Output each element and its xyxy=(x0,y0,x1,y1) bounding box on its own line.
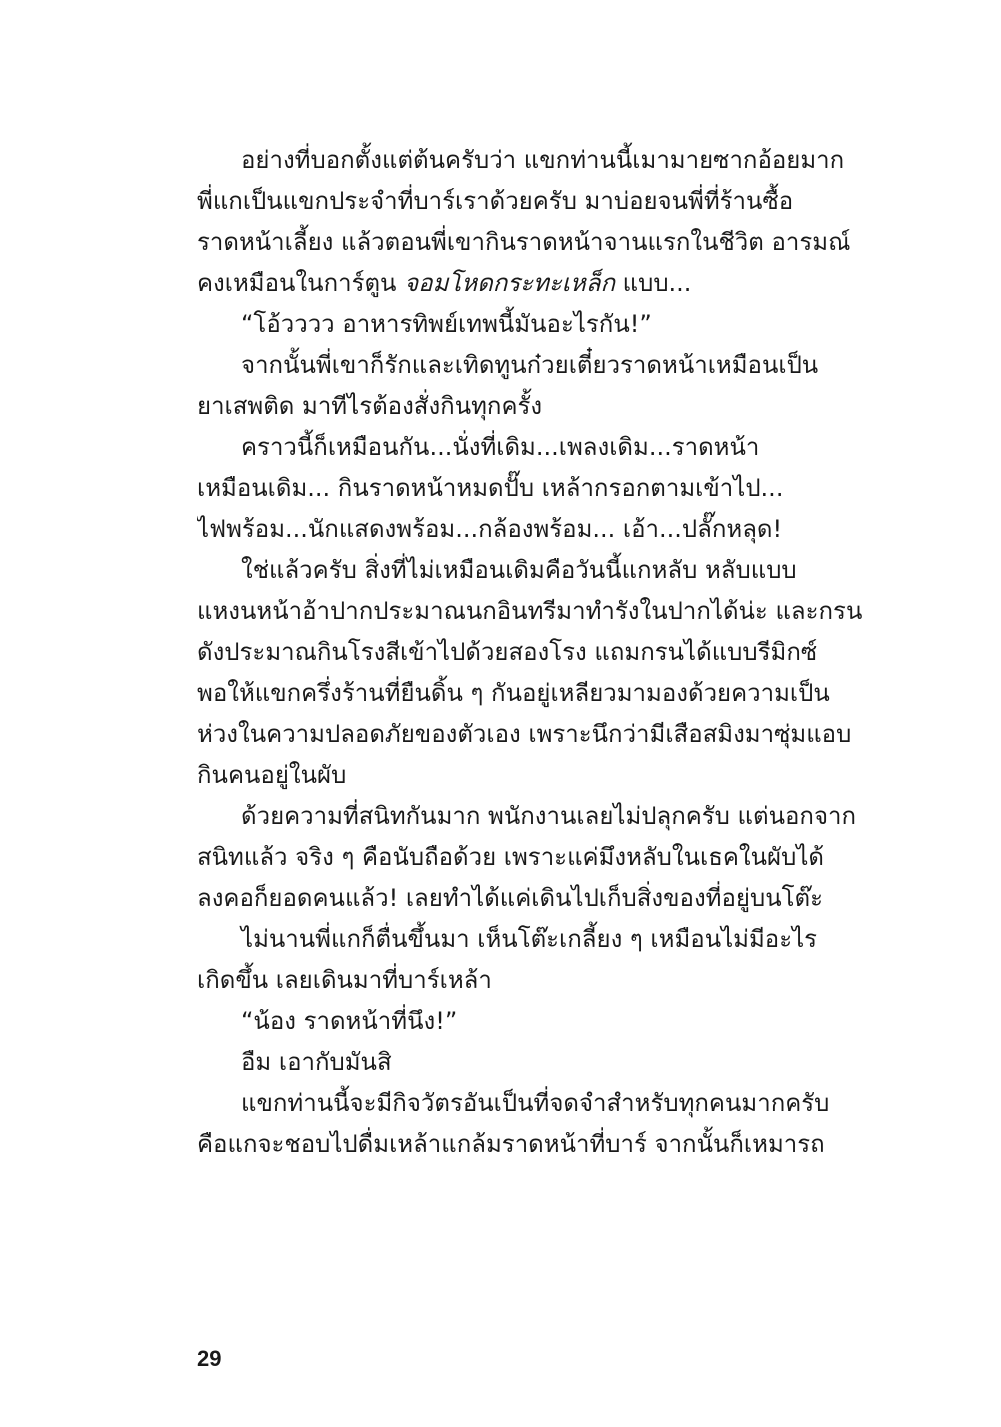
text-line-content: อืม เอากับมันสิ xyxy=(241,1048,392,1076)
text-line xyxy=(197,263,881,304)
text-line-content: คงเหมือนในการ์ตูน xyxy=(197,269,397,297)
text-line xyxy=(197,960,881,1001)
page-number: 29 xyxy=(197,1346,222,1371)
text-line xyxy=(197,550,881,591)
text-line xyxy=(197,673,881,714)
text-line xyxy=(197,304,881,345)
text-line-content: พอให้แขกครึ่งร้านที่ยืนดิ้น ๆ กันอยู่เหลียวมามองด้วยความเป็น xyxy=(197,679,830,707)
text-line-content: เหมือนเดิม... กินราดหน้าหมดปั๊บ เหล้ากรอกตามเข้าไป... xyxy=(197,474,784,502)
text-line-content: พี่แกเป็นแขกประจำที่บาร์เราด้วยครับ มาบ่อยจนพี่ที่ร้านซื้อ xyxy=(197,187,794,215)
text-line xyxy=(197,427,881,468)
text-line-content: ยาเสพติด มาทีไรต้องสั่งกินทุกครั้ง xyxy=(197,392,543,420)
text-line xyxy=(197,386,881,427)
text-line xyxy=(197,837,881,878)
italic-title: จอมโหดกระทะเหล็ก xyxy=(404,269,615,297)
text-line-content: ด้วยความที่สนิทกันมาก พนักงานเลยไม่ปลุกครับ แต่นอกจาก xyxy=(241,802,857,830)
text-line-content: “น้อง ราดหน้าที่นึง!” xyxy=(241,1007,458,1035)
text-line xyxy=(197,222,881,263)
text-line xyxy=(197,878,881,919)
text-line xyxy=(197,714,881,755)
text-line xyxy=(197,755,881,796)
text-line xyxy=(197,181,881,222)
text-line xyxy=(197,1042,881,1083)
text-line-content: จากนั้นพี่เขาก็รักและเทิดทูนก๋วยเตี๋ยวราดหน้าเหมือนเป็น xyxy=(241,351,819,379)
text-line xyxy=(197,1124,881,1165)
text-line xyxy=(197,1001,881,1042)
text-line xyxy=(197,509,881,550)
text-line-content: ไม่นานพี่แกก็ตื่นขึ้นมา เห็นโต๊ะเกลี้ยง ๆ เหมือนไม่มีอะไร xyxy=(241,925,818,953)
text-line-content: คราวนี้ก็เหมือนกัน...นั่งที่เดิม...เพลงเดิม...ราดหน้า xyxy=(241,433,760,461)
text-line xyxy=(197,919,881,960)
text-line-content: แหงนหน้าอ้าปากประมาณนกอินทรีมาทำรังในปากได้น่ะ และกรน xyxy=(197,597,863,625)
text-line-content: ดังประมาณกินโรงสีเข้าไปด้วยสองโรง แถมกรนได้แบบรีมิกซ์ xyxy=(197,638,818,666)
text-line-content: อย่างที่บอกตั้งแต่ต้นครับว่า แขกท่านนี้เมามายซากอ้อยมาก xyxy=(241,146,845,174)
text-line xyxy=(197,632,881,673)
text-line xyxy=(197,1083,881,1124)
text-line-content: สนิทแล้ว จริง ๆ คือนับถือด้วย เพราะแค่มึงหลับในเธคในผับได้ xyxy=(197,843,824,871)
text-line xyxy=(197,345,881,386)
text-line-content: ราดหน้าเลี้ยง แล้วตอนพี่เขากินราดหน้าจานแรกในชีวิต อารมณ์ xyxy=(197,228,851,256)
text-line xyxy=(197,468,881,509)
text-line xyxy=(197,796,881,837)
text-line-tail: แบบ... xyxy=(614,269,692,297)
text-line-content: ไฟพร้อม...นักแสดงพร้อม...กล้องพร้อม... เอ้า...ปลั๊กหลุด! xyxy=(197,515,783,543)
text-line-content: ลงคอก็ยอดคนแล้ว! เลยทำได้แค่เดินไปเก็บสิ่งของที่อยู่บนโต๊ะ xyxy=(197,884,823,912)
text-line-content: แขกท่านนี้จะมีกิจวัตรอันเป็นที่จดจำสำหรับทุกคนมากครับ xyxy=(241,1089,830,1117)
text-line-content: ห่วงในความปลอดภัยของตัวเอง เพราะนึกว่ามีเสือสมิงมาซุ่มแอบ xyxy=(197,720,852,748)
text-line xyxy=(197,140,881,181)
text-line-content: “โอ้วววว อาหารทิพย์เทพนี้มันอะไรกัน!” xyxy=(241,310,652,338)
text-line xyxy=(197,591,881,632)
text-line-content: กินคนอยู่ในผับ xyxy=(197,761,347,789)
text-line-content: ใช่แล้วครับ สิ่งที่ไม่เหมือนเดิมคือวันนี้แกหลับ หลับแบบ xyxy=(241,556,797,584)
body-text xyxy=(197,140,881,1165)
text-line-content: เกิดขึ้น เลยเดินมาที่บาร์เหล้า xyxy=(197,966,492,994)
text-line-content: คือแกจะชอบไปดื่มเหล้าแกล้มราดหน้าที่บาร์ จากนั้นก็เหมารถ xyxy=(197,1130,825,1158)
